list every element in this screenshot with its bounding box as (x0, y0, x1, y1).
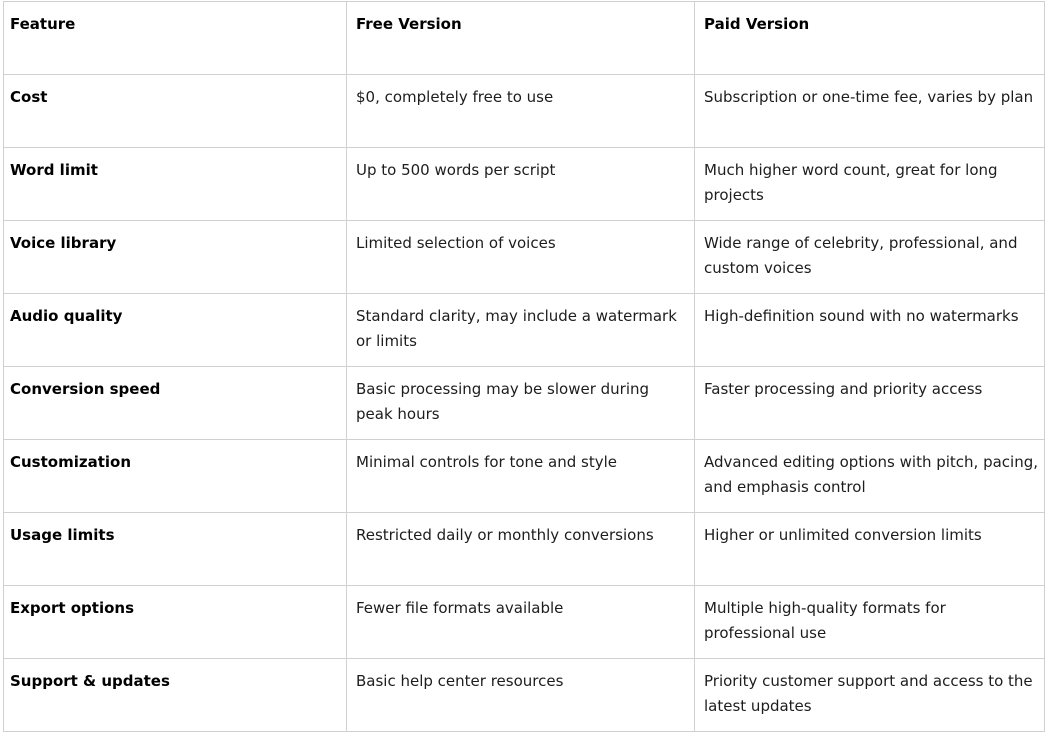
paid-version-cell: Much higher word count, great for long projects (695, 148, 1045, 221)
free-version-cell: Minimal controls for tone and style (347, 440, 695, 513)
table-header-row (4, 2, 1045, 75)
table-row (4, 294, 1045, 367)
paid-version-cell: Subscription or one-time fee, varies by plan (695, 75, 1045, 148)
column-header-free-version: Free Version (347, 2, 695, 75)
table-row (4, 148, 1045, 221)
feature-cell: Cost (4, 75, 347, 148)
free-version-cell: Restricted daily or monthly conversions (347, 513, 695, 586)
feature-cell: Support & updates (4, 659, 347, 732)
paid-version-cell: Priority customer support and access to the latest updates (695, 659, 1045, 732)
free-version-cell: Basic help center resources (347, 659, 695, 732)
table-row (4, 513, 1045, 586)
table-row (4, 440, 1045, 513)
table-row (4, 586, 1045, 659)
feature-comparison-table (3, 1, 1045, 732)
feature-cell: Conversion speed (4, 367, 347, 440)
feature-cell: Word limit (4, 148, 347, 221)
free-version-cell: Basic processing may be slower during peak hours (347, 367, 695, 440)
paid-version-cell: Multiple high-quality formats for professional use (695, 586, 1045, 659)
feature-cell: Export options (4, 586, 347, 659)
paid-version-cell: Wide range of celebrity, professional, and custom voices (695, 221, 1045, 294)
feature-cell: Voice library (4, 221, 347, 294)
column-header-feature: Feature (4, 2, 347, 75)
table-row (4, 367, 1045, 440)
paid-version-cell: Higher or unlimited conversion limits (695, 513, 1045, 586)
paid-version-cell: High-definition sound with no watermarks (695, 294, 1045, 367)
column-header-paid-version: Paid Version (695, 2, 1045, 75)
table-row (4, 75, 1045, 148)
free-version-cell: Limited selection of voices (347, 221, 695, 294)
free-version-cell: $0, completely free to use (347, 75, 695, 148)
free-version-cell: Fewer file formats available (347, 586, 695, 659)
feature-cell: Usage limits (4, 513, 347, 586)
paid-version-cell: Faster processing and priority access (695, 367, 1045, 440)
feature-cell: Audio quality (4, 294, 347, 367)
table-row (4, 659, 1045, 732)
feature-cell: Customization (4, 440, 347, 513)
table-row (4, 221, 1045, 294)
free-version-cell: Up to 500 words per script (347, 148, 695, 221)
free-version-cell: Standard clarity, may include a watermark or limits (347, 294, 695, 367)
paid-version-cell: Advanced editing options with pitch, pacing, and emphasis control (695, 440, 1045, 513)
